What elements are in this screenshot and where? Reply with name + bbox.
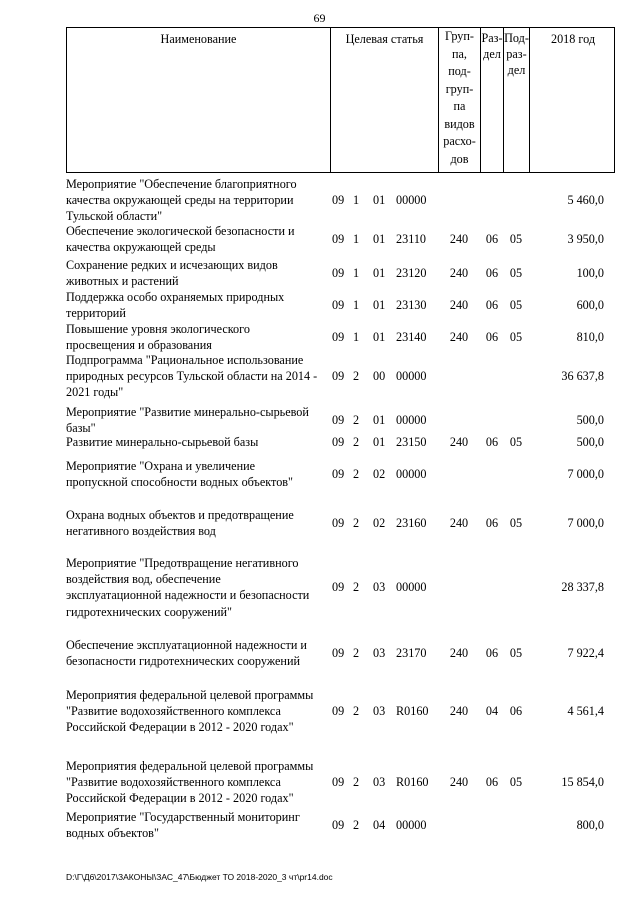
- file-path-footer: D:\Г\Д6\2017\ЗАКОНЫ\ЗАС_47\Бюджет ТО 2018-2020_3 чт\pr14.doc: [66, 872, 333, 882]
- subsection: 05: [509, 645, 523, 660]
- amount-2018: 100,0: [576, 265, 604, 280]
- section: 06: [485, 515, 499, 530]
- row-name: [66, 507, 334, 539]
- expense-group: 240: [449, 515, 469, 530]
- subsection: 05: [509, 297, 523, 312]
- code-program: 09: [332, 703, 345, 718]
- expense-group: [446, 458, 472, 490]
- code-direction: 00000: [396, 192, 427, 207]
- subsection: [504, 458, 528, 490]
- code-direction: 23160: [396, 515, 427, 530]
- header-group-line: груп-: [445, 81, 474, 96]
- code-direction: 23170: [396, 645, 427, 660]
- header-group-line: Груп-: [445, 29, 474, 43]
- row-name-line: Мероприятие "Обеспечение благоприятного: [66, 177, 297, 191]
- row-name-line: природных ресурсов Тульской области на 2014 -: [66, 369, 318, 384]
- table-row: [66, 458, 615, 490]
- code-subprogram: 2: [353, 412, 360, 427]
- amount-2018: 7 922,4: [567, 645, 604, 660]
- expense-group: [446, 809, 472, 841]
- table-row: [66, 404, 615, 436]
- table-row: [66, 321, 615, 353]
- header-subsection-line: раз-: [506, 47, 527, 61]
- section: [481, 404, 503, 436]
- code-direction: 23120: [396, 265, 427, 280]
- subsection: [504, 176, 528, 225]
- row-name: [66, 321, 334, 353]
- row-name: [66, 458, 334, 490]
- code-direction: 23140: [396, 329, 427, 344]
- row-name-line: Мероприятие "Охрана и увеличение: [66, 459, 256, 473]
- row-name-line: базы": [66, 421, 96, 436]
- row-name: [66, 223, 334, 255]
- code-direction: 23150: [396, 434, 427, 449]
- row-name: [66, 404, 334, 436]
- section: 06: [485, 329, 499, 344]
- amount-2018: 7 000,0: [567, 515, 604, 530]
- code-program: 09: [332, 192, 345, 207]
- subsection: 05: [509, 515, 523, 530]
- code-subprogram: 2: [353, 703, 360, 718]
- section: 06: [485, 645, 499, 660]
- row-name-line: Российской Федерации в 2012 - 2020 годах": [66, 720, 294, 735]
- code-subprogram: 2: [353, 645, 360, 660]
- header-name: Наименование: [67, 28, 331, 172]
- row-name-line: Охрана водных объектов и предотвращение: [66, 508, 294, 522]
- page-number: 69: [313, 11, 326, 25]
- row-name-line: Подпрограмма "Рациональное использование: [66, 353, 304, 367]
- header-group-line: под-: [448, 64, 471, 78]
- code-measure: 04: [373, 817, 386, 832]
- code-measure: 01: [373, 297, 386, 312]
- amount-2018: 500,0: [576, 434, 604, 449]
- code-measure: 01: [373, 265, 386, 280]
- expense-group: 240: [449, 231, 469, 246]
- section: [481, 458, 503, 490]
- expense-group: [446, 404, 472, 436]
- section: [481, 352, 503, 401]
- header-target-article: Целевая статья: [331, 28, 439, 172]
- code-program: 09: [332, 329, 345, 344]
- code-subprogram: 2: [353, 466, 360, 481]
- header-subsection-line: дел: [507, 63, 526, 77]
- table-row: [66, 289, 615, 321]
- table-row: [66, 176, 615, 225]
- table-row: [66, 223, 615, 255]
- code-subprogram: 1: [353, 329, 360, 344]
- header-expense-group: [439, 28, 481, 172]
- expense-group: 240: [449, 434, 469, 449]
- subsection: [504, 352, 528, 401]
- row-name: [66, 809, 334, 841]
- table-row: [66, 758, 615, 807]
- amount-2018: 500,0: [576, 412, 604, 427]
- row-name-line: качества окружающей среды: [66, 240, 216, 255]
- amount-2018: 810,0: [576, 329, 604, 344]
- table-row: [66, 555, 615, 620]
- row-name-line: Обеспечение эксплуатационной надежности и: [66, 638, 307, 652]
- amount-2018: 4 561,4: [567, 703, 604, 718]
- row-name-line: Поддержка особо охраняемых природных: [66, 290, 285, 304]
- expense-group: 240: [449, 297, 469, 312]
- code-measure: 01: [373, 329, 386, 344]
- header-subsection: [504, 28, 530, 172]
- header-group-line: па: [453, 99, 466, 113]
- table-row: [66, 809, 615, 841]
- row-name-line: "Развитие водохозяйственного комплекса: [66, 775, 281, 790]
- row-name-line: водных объектов": [66, 826, 159, 841]
- row-name: [66, 687, 334, 736]
- subsection: [504, 404, 528, 436]
- code-program: 09: [332, 434, 345, 449]
- code-subprogram: 1: [353, 265, 360, 280]
- header-subsection-line: Под-: [504, 31, 529, 45]
- code-program: 09: [332, 297, 345, 312]
- subsection: 05: [509, 329, 523, 344]
- table-header: [66, 27, 615, 173]
- row-name-line: гидротехнических сооружений": [66, 604, 232, 619]
- code-subprogram: 1: [353, 231, 360, 246]
- row-name-line: Мероприятие "Развитие минерально-сырьевой: [66, 405, 309, 419]
- code-measure: 03: [373, 579, 386, 594]
- row-name-line: Мероприятие "Предотвращение негативного: [66, 556, 299, 570]
- expense-group: 240: [449, 645, 469, 660]
- code-measure: 01: [373, 412, 386, 427]
- row-name: [66, 289, 334, 321]
- amount-2018: 600,0: [576, 297, 604, 312]
- code-measure: 03: [373, 645, 386, 660]
- table-row: [66, 687, 615, 736]
- row-name-line: Мероприятия федеральной целевой программы: [66, 759, 314, 773]
- row-name: [66, 434, 334, 450]
- code-program: 09: [332, 645, 345, 660]
- row-name-line: негативного воздействия вод: [66, 524, 216, 539]
- code-program: 09: [332, 265, 345, 280]
- code-measure: 01: [373, 434, 386, 449]
- table-row: [66, 434, 615, 450]
- section: [481, 176, 503, 225]
- code-program: 09: [332, 368, 345, 383]
- subsection: [504, 555, 528, 620]
- code-subprogram: 2: [353, 579, 360, 594]
- row-name-line: Мероприятие "Государственный мониторинг: [66, 810, 300, 824]
- code-program: 09: [332, 579, 345, 594]
- code-direction: 00000: [396, 368, 427, 383]
- code-subprogram: 1: [353, 192, 360, 207]
- row-name-line: Повышение уровня экологического: [66, 322, 250, 336]
- expense-group: 240: [449, 265, 469, 280]
- subsection: [504, 809, 528, 841]
- code-measure: 01: [373, 231, 386, 246]
- code-subprogram: 2: [353, 817, 360, 832]
- code-program: 09: [332, 231, 345, 246]
- table-row: [66, 352, 615, 401]
- code-program: 09: [332, 466, 345, 481]
- header-group-line: па,: [452, 46, 467, 61]
- section: 04: [485, 703, 499, 718]
- code-program: 09: [332, 817, 345, 832]
- code-program: 09: [332, 515, 345, 530]
- row-name-line: эксплуатационной надежности и безопасности: [66, 588, 310, 603]
- amount-2018: 28 337,8: [561, 579, 604, 594]
- row-name-line: Обеспечение экологической безопасности и: [66, 224, 295, 238]
- code-subprogram: 2: [353, 368, 360, 383]
- row-name: [66, 257, 334, 289]
- code-subprogram: 1: [353, 297, 360, 312]
- code-direction: 23130: [396, 297, 427, 312]
- subsection: 05: [509, 231, 523, 246]
- header-year: 2018 год: [550, 32, 596, 46]
- row-name-line: воздействия вод, обеспечение: [66, 572, 221, 587]
- table-row: [66, 507, 615, 539]
- row-name-line: 2021 годы": [66, 385, 124, 400]
- expense-group: [446, 555, 472, 620]
- row-name-line: Мероприятия федеральной целевой программы: [66, 688, 314, 702]
- amount-2018: 5 460,0: [567, 192, 604, 207]
- row-name: [66, 758, 334, 807]
- header-group-line: видов: [444, 116, 475, 131]
- header-group-line: дов: [450, 151, 469, 166]
- table-row: [66, 637, 615, 669]
- section: 06: [485, 265, 499, 280]
- code-subprogram: 2: [353, 434, 360, 449]
- header-section: [481, 28, 504, 172]
- expense-group: 240: [449, 774, 469, 789]
- section: [481, 809, 503, 841]
- row-name-line: качества окружающей среды на территории: [66, 193, 294, 208]
- section: [481, 555, 503, 620]
- code-program: 09: [332, 774, 345, 789]
- code-subprogram: 2: [353, 515, 360, 530]
- code-direction: 00000: [396, 579, 427, 594]
- amount-2018: 15 854,0: [561, 774, 604, 789]
- subsection: 05: [509, 265, 523, 280]
- code-measure: 03: [373, 703, 386, 718]
- row-name-line: "Развитие водохозяйственного комплекса: [66, 704, 281, 719]
- code-direction: 00000: [396, 466, 427, 481]
- code-measure: 00: [373, 368, 386, 383]
- row-name: [66, 352, 334, 401]
- section: 06: [485, 231, 499, 246]
- row-name-line: Сохранение редких и исчезающих видов: [66, 258, 278, 272]
- code-measure: 02: [373, 466, 386, 481]
- row-name: [66, 637, 334, 669]
- header-group-line: расхо-: [443, 134, 476, 148]
- amount-2018: 800,0: [576, 817, 604, 832]
- row-name-line: Российской Федерации в 2012 - 2020 годах": [66, 791, 294, 806]
- section: 06: [485, 297, 499, 312]
- section: 06: [485, 774, 499, 789]
- expense-group: [446, 176, 472, 225]
- code-measure: 02: [373, 515, 386, 530]
- subsection: 05: [509, 434, 523, 449]
- code-subprogram: 2: [353, 774, 360, 789]
- row-name-line: территорий: [66, 306, 126, 321]
- code-direction: 00000: [396, 817, 427, 832]
- code-measure: 03: [373, 774, 386, 789]
- header-section-line: дел: [483, 47, 501, 61]
- amount-2018: 3 950,0: [567, 231, 604, 246]
- amount-2018: 7 000,0: [567, 466, 604, 481]
- row-name-line: животных и растений: [66, 274, 179, 289]
- code-program: 09: [332, 412, 345, 427]
- code-direction: R0160: [396, 703, 429, 718]
- row-name-line: просвещения и образования: [66, 338, 212, 353]
- row-name: [66, 176, 334, 225]
- expense-group: 240: [449, 329, 469, 344]
- subsection: 06: [509, 703, 523, 718]
- row-name-line: Развитие минерально-сырьевой базы: [66, 435, 259, 449]
- amount-2018: 36 637,8: [561, 368, 604, 383]
- expense-group: [446, 352, 472, 401]
- code-measure: 01: [373, 192, 386, 207]
- row-name-line: пропускной способности водных объектов": [66, 475, 294, 490]
- header-section-line: Раз-: [481, 31, 503, 45]
- code-direction: 23110: [396, 231, 427, 246]
- table-row: [66, 257, 615, 289]
- row-name-line: безопасности гидротехнических сооружений: [66, 654, 300, 669]
- code-direction: R0160: [396, 774, 429, 789]
- subsection: 05: [509, 774, 523, 789]
- row-name: [66, 555, 334, 620]
- row-name-line: Тульской области": [66, 209, 163, 224]
- expense-group: 240: [449, 703, 469, 718]
- code-direction: 00000: [396, 412, 427, 427]
- section: 06: [485, 434, 499, 449]
